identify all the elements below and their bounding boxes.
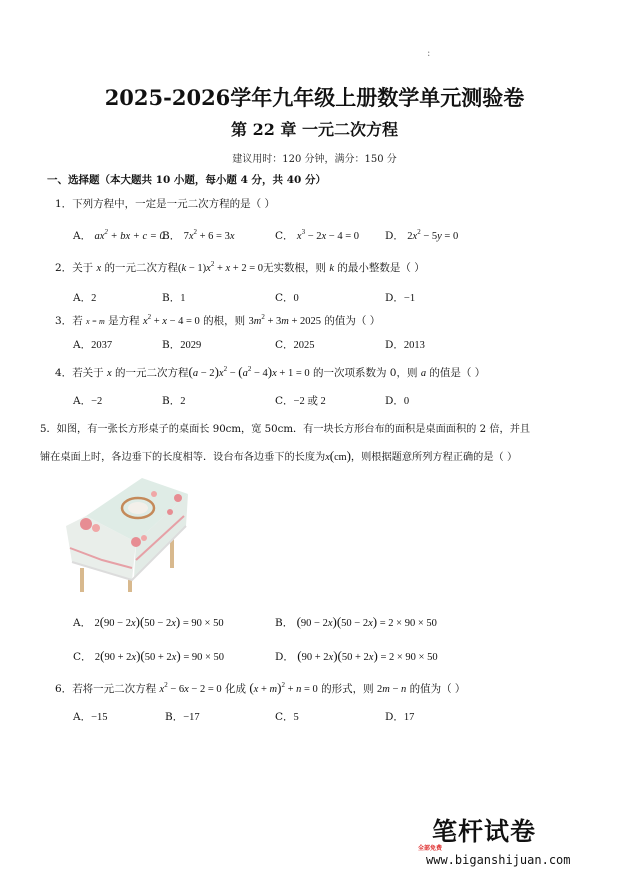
q2-option-d[interactable]: D．−1 [385,292,416,304]
q6-option-b[interactable]: B．−17 [165,711,200,723]
variable: x(cm) [325,448,351,463]
q6-option-c[interactable]: C．5 [275,711,299,723]
page-title: 2025-2026学年九年级上册数学单元测验卷 [104,85,525,110]
q2-option-a[interactable]: A．2 [73,292,97,304]
option-text: $x^3 - 2x - 4 = 0$ [296,228,359,242]
question-6: 6．若将一元二次方程 $x^2 - 6x - 2 = 0$ 化成 $(x + m)^2 + n = 0$ 的形式，则 2m − n 的值为（ ） [55,680,466,695]
q3-option-b[interactable]: B．2029 [162,339,202,351]
equation: $(k - 1)x^2 + x + 2 = 0$ [178,260,263,274]
q2-option-b[interactable]: B．1 [162,292,186,304]
q1-option-c[interactable]: C． $x^3 - 2x - 4 = 0$ [275,228,359,242]
q6-option-d[interactable]: D．17 [385,711,415,723]
option-text: 2(90 − 2x)(50 − 2x) = 90 × 50 [94,614,224,629]
q4-option-d[interactable]: D．0 [385,395,410,407]
watermark-logo [418,812,618,872]
equation: $x^2 + x - 4 = 0$ [142,313,200,327]
question-number: 1． [55,198,73,210]
expression: $3m^2 + 3m + 2025$ [248,313,322,327]
q2-option-c[interactable]: C．0 [275,292,299,304]
watermark-url[interactable]: www.biganshijuan.com [426,853,571,867]
watermark-badge: 全部免费 [418,845,443,852]
q6-option-a[interactable]: A．−15 [73,711,108,723]
q4-option-c[interactable]: C．−2 或 2 [275,395,326,407]
question-5-line-2: 铺在桌面上时，各边垂下的长度相等．设台布各边垂下的长度为x(cm)，则根据题意所列方程正确的是（ ） [40,448,518,463]
section-heading: 一、选择题（本大题共 10 小题，每小题 4 分，共 40 分） [47,174,326,186]
q1-option-a[interactable]: A． $ax^2$ + bx + c = 0 [73,228,165,242]
q3-option-c[interactable]: C．2025 [275,339,315,351]
option-text: $ax^2$ + bx + c = 0 [94,228,165,242]
q5-option-c[interactable]: C． 2(90 + 2x)(50 + 2x) = 90 × 50 [73,648,225,663]
expression: 2m − n [376,684,407,695]
corner-mark: : [427,48,431,59]
target-form: $(x + m)^2 + n = 0$ [249,680,318,695]
q1-option-d[interactable]: D． $2x^2 - 5y = 0$ [385,228,459,242]
option-text: (90 − 2x)(50 − 2x) = 2 × 90 × 50 [296,614,437,629]
equation: $x^2 - 6x - 2 = 0$ [159,681,222,695]
q5-option-d[interactable]: D． (90 + 2x)(50 + 2x) = 2 × 90 × 50 [275,648,438,663]
q3-option-a[interactable]: A．2037 [73,339,113,351]
option-text: $7x^2 + 6 = 3x$ [183,228,235,242]
question-2: 2．关于 x 的一元二次方程$(k - 1)x^2 + x + 2 = 0$无实数根，则 k 的最小整数是（ ） [55,260,425,274]
q4-option-b[interactable]: B．2 [162,395,186,407]
question-5-line-1: 5．如图，有一张长方形桌子的桌面长 90cm，宽 50cm．有一块长方形台布的面积是桌面面积的 2 倍，并且 [40,424,531,435]
equation: $(a - 2)x^2 - (a^2 - 4)x + 1 = 0$ [188,364,310,379]
question-1 [55,196,275,211]
watermark-brand: 笔杆试卷 [432,817,537,846]
question-stem: 下列方程中，一定是一元二次方程的是（ ） [72,198,276,210]
tablecloth-image [66,476,194,594]
q5-option-a[interactable]: A． 2(90 − 2x)(50 − 2x) = 90 × 50 [73,614,224,629]
option-text: $2x^2 - 5y = 0$ [407,228,459,242]
option-text: 2(90 + 2x)(50 + 2x) = 90 × 50 [94,648,225,663]
q5-option-b[interactable]: B． (90 − 2x)(50 − 2x) = 2 × 90 × 50 [275,614,437,629]
time-info: 建议用时：120 分钟，满分：150 分 [232,154,397,165]
chapter-title: 第 22 章 一元二次方程 [231,120,398,139]
q1-option-b[interactable]: B． $7x^2 + 6 = 3x$ [162,228,235,242]
q3-option-d[interactable]: D．2013 [385,339,425,351]
question-3: 3．若 x = m 是方程 $x^2 + x - 4 = 0$ 的根，则 $3m^2 + 3m + 2025$ 的值为（ ） [55,313,381,327]
q4-option-a[interactable]: A．−2 [73,395,103,407]
option-text: (90 + 2x)(50 + 2x) = 2 × 90 × 50 [297,648,438,663]
question-4: 4．若关于 x 的一元二次方程$(a - 2)x^2 - (a^2 - 4)x + 1 = 0$ 的一次项系数为 0，则 a 的值是（ ） [55,364,486,379]
